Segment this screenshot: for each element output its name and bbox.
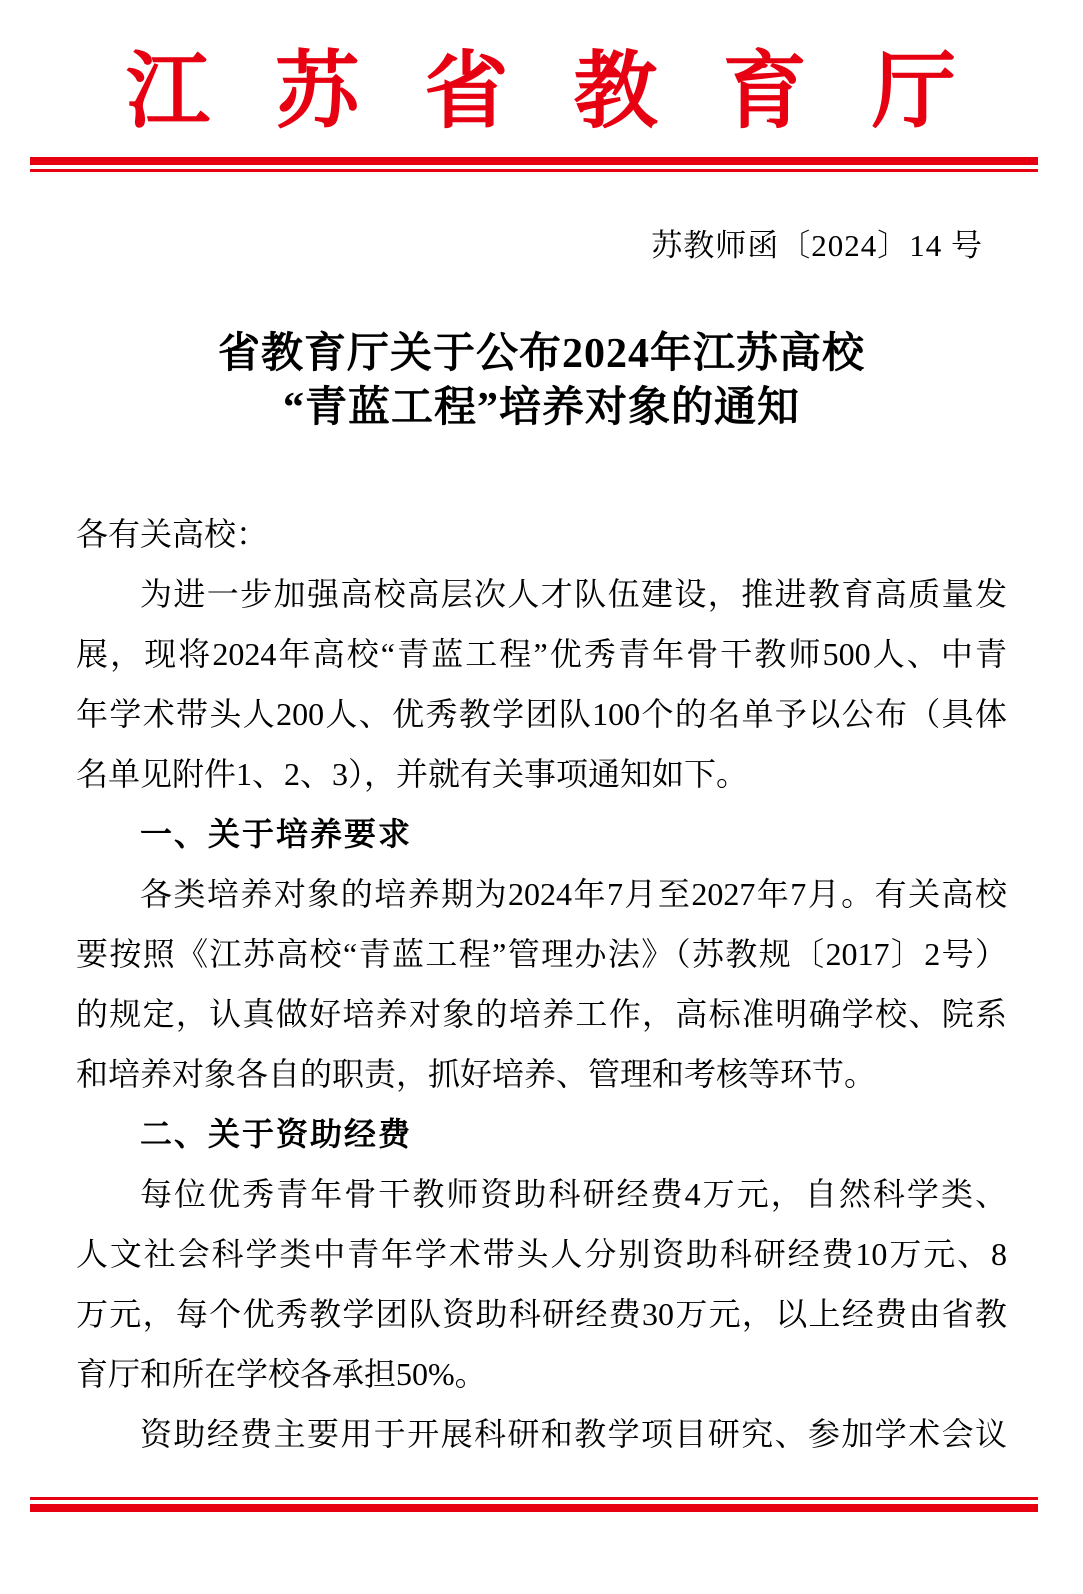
notice-title-line-1: 省教育厅关于公布2024年江苏高校 <box>217 331 865 377</box>
body-line: 的规定，认真做好培养对象的培养工作，高标准明确学校、院系 <box>76 996 1007 1032</box>
body-line: 和培养对象各自的职责，抓好培养、管理和考核等环节。 <box>76 1056 877 1092</box>
salutation: 各有关高校： <box>76 516 269 552</box>
document-body <box>76 504 1007 1464</box>
notice-title <box>0 327 1083 435</box>
body-line: 各类培养对象的培养期为2024年7月至2027年7月。有关高校 <box>140 876 1007 912</box>
body-line: 名单见附件1、2、3），并就有关事项通知如下。 <box>76 756 749 792</box>
section-heading-2: 二、关于资助经费 <box>140 1116 413 1152</box>
top-separator-thin-line <box>30 169 1038 172</box>
notice-title-line-2: “青蓝工程”培养对象的通知 <box>282 385 800 431</box>
top-separator-thick-line <box>30 157 1038 165</box>
body-line: 展，现将2024年高校“青蓝工程”优秀青年骨干教师500人、中青 <box>76 636 1007 672</box>
bottom-separator-thick-line <box>30 1504 1038 1512</box>
agency-masthead: 江苏省教育厅 <box>126 46 956 139</box>
body-line: 要按照《江苏高校“青蓝工程”管理办法》（苏教规〔2017〕2号） <box>76 936 1007 972</box>
bottom-separator-thin-line <box>30 1497 1038 1500</box>
body-line: 年学术带头人200人、优秀教学团队100个的名单予以公布（具体 <box>76 696 1007 732</box>
section-heading-1: 一、关于培养要求 <box>140 816 413 852</box>
body-line: 育厅和所在学校各承担50%。 <box>76 1356 487 1392</box>
body-line: 人文社会科学类中青年学术带头人分别资助科研经费10万元、8 <box>76 1236 1007 1272</box>
body-line: 资助经费主要用于开展科研和教学项目研究、参加学术会议 <box>140 1416 1007 1452</box>
body-line: 为进一步加强高校高层次人才队伍建设，推进教育高质量发 <box>140 576 1007 612</box>
document-number: 苏教师函〔2024〕14 号 <box>651 228 983 263</box>
body-line: 每位优秀青年骨干教师资助科研经费4万元，自然科学类、 <box>140 1176 1007 1212</box>
body-line: 万元，每个优秀教学团队资助科研经费30万元，以上经费由省教 <box>76 1296 1007 1332</box>
